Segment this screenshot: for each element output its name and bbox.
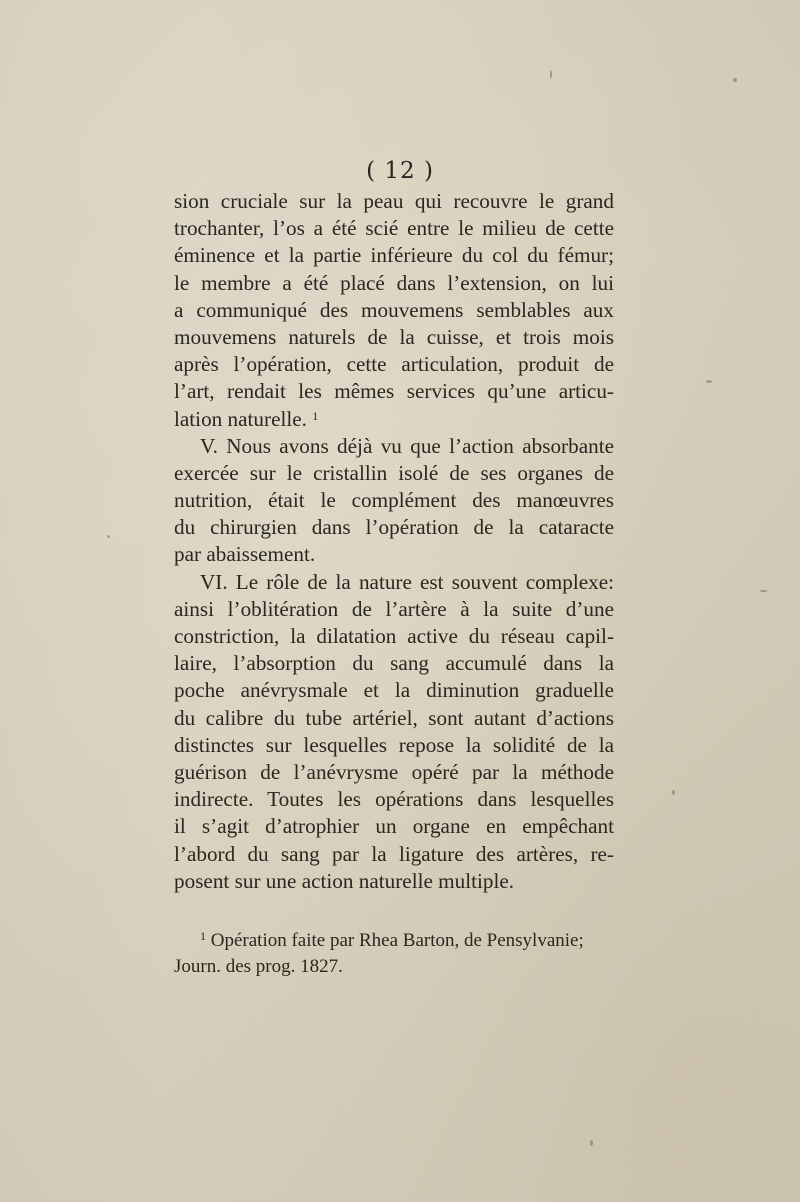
- paper-speck: [733, 78, 737, 82]
- footnote-line: Journ. des prog. 1827.: [174, 956, 343, 977]
- text-line: après l’opération, cette articulation, produit de: [174, 352, 614, 377]
- text-line: constriction, la dilatation active du réseau capil-: [174, 624, 614, 648]
- footnote-line: [174, 928, 614, 954]
- paragraph-start-line: VI. Le rôle de la nature est souvent complexe:: [200, 569, 614, 594]
- text-line: a communiqué des mouvemens semblables aux: [174, 297, 614, 322]
- footnote-reference: 1: [312, 408, 319, 423]
- text-line: nutrition, était le complément des manœuvres: [174, 488, 614, 513]
- text-line: éminence et la partie inférieure du col du fémur;: [174, 243, 614, 268]
- footnote-marker: 1: [200, 929, 206, 943]
- paper-speck: [706, 380, 712, 383]
- text-line: guérison de l’anévrysme opéré par la méthode: [174, 759, 614, 784]
- footnote-text: Opération faite par Rhea Barton, de Pensylvanie;: [210, 930, 584, 951]
- text-line: exercée sur le cristallin isolé de ses organes de: [174, 460, 614, 485]
- text-line: l’abord du sang par la ligature des artères, re-: [174, 841, 614, 866]
- paragraph-start-line: V. Nous avons déjà vu que l’action absorbante: [200, 433, 614, 458]
- text-line: il s’agit d’atrophier un organe en empêchant: [174, 814, 614, 839]
- footnote: [174, 928, 614, 980]
- text-line-content: lation naturelle.: [174, 406, 307, 431]
- page-number: ( 12 ): [366, 158, 434, 184]
- text-line: distinctes sur lesquelles repose la solidité de la: [174, 732, 614, 757]
- text-line: du calibre du tube artériel, sont autant d’actions: [174, 705, 614, 730]
- text-line: sion cruciale sur la peau qui recouvre le grand: [174, 189, 614, 213]
- text-line: ainsi l’oblitération de l’artère à la suite d’une: [174, 596, 614, 621]
- text-line: mouvemens naturels de la cuisse, et trois mois: [174, 324, 614, 349]
- text-line: trochanter, l’os a été scié entre le milieu de cette: [174, 216, 614, 241]
- paper-speck: [760, 590, 767, 592]
- body-text: [174, 188, 614, 895]
- text-line: indirecte. Toutes les opérations dans lesquelles: [174, 787, 614, 812]
- paper-speck: [672, 790, 675, 795]
- paper-speck: [550, 70, 552, 79]
- text-line: du chirurgien dans l’opération de la cataracte: [174, 515, 614, 540]
- text-line: laire, l’absorption du sang accumulé dans la: [174, 651, 614, 676]
- text-line: par abaissement.: [174, 542, 316, 567]
- paper-speck: [107, 535, 110, 538]
- text-line: posent sur une action naturelle multiple.: [174, 868, 515, 893]
- text-line: le membre a été placé dans l’extension, on lui: [174, 270, 614, 295]
- text-line: [174, 406, 614, 433]
- text-line: l’art, rendait les mêmes services qu’une articu-: [174, 379, 614, 404]
- text-line: poche anévrysmale et la diminution graduelle: [174, 678, 614, 703]
- paper-speck: [590, 1140, 593, 1146]
